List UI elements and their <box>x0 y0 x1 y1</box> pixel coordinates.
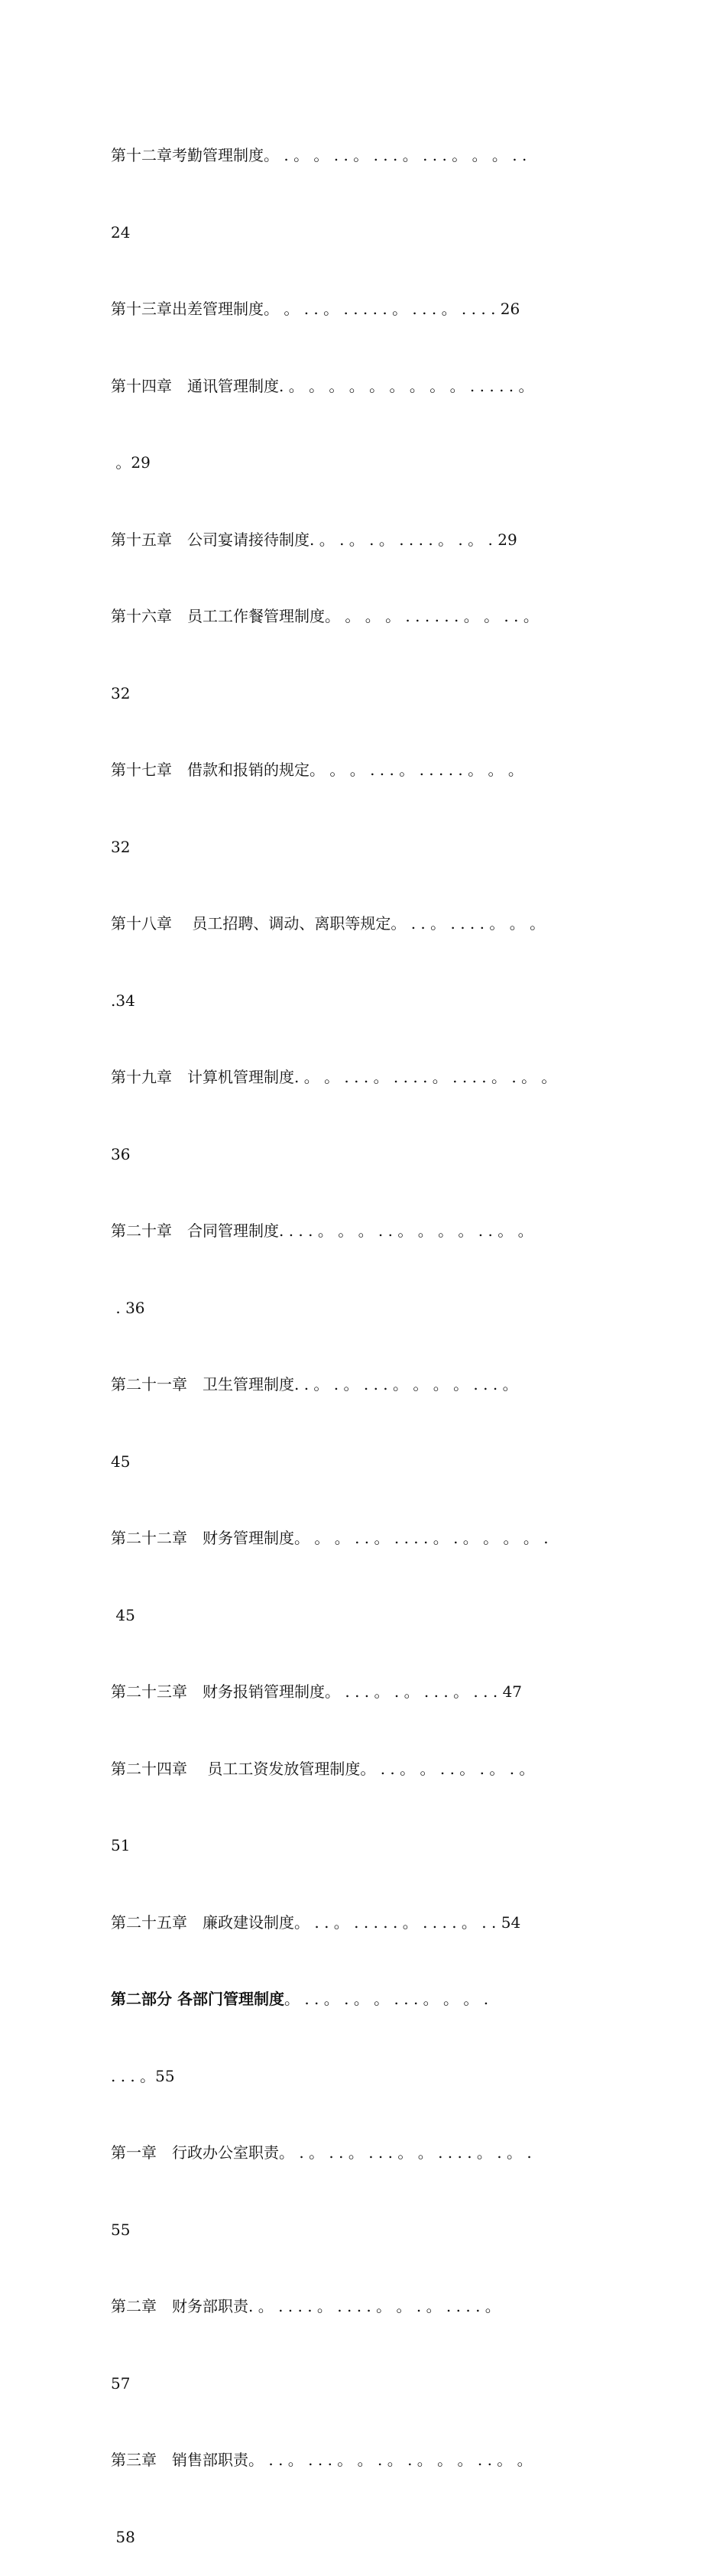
toc-line: 第二十四章 员工工资发放管理制度。 . . 。 。 . . 。 . 。 . 。 <box>111 1759 535 1778</box>
toc-line: 第十六章 员工工作餐管理制度。 。 。 。 . . . . . . 。 。 . . 。 <box>111 607 539 625</box>
toc-line: 第二十一章 卫生管理制度. . 。 . 。 . . . 。 。 。 。 . . . 。 <box>111 1375 518 1393</box>
toc-page-number: 24 <box>111 222 131 242</box>
toc-section-heading <box>111 1987 630 2013</box>
toc-line: 第一章 行政办公室职责。 . 。 . . 。 . . . 。 。 . . . . 。 . 。 . <box>111 2143 532 2162</box>
toc-page <box>111 92 630 2576</box>
section-leader: 。 . . 。 . 。 。 . . . 。 。 。 . <box>284 1990 489 2008</box>
toc-page-number: 45 <box>111 1452 131 1471</box>
toc-line: 第二十章 合同管理制度. . . . 。 。 。 . . 。 。 。 。 . . 。 。 <box>111 1221 533 1240</box>
toc-page-number: . 36 <box>111 1298 145 1317</box>
toc-line: 第三章 销售部职责。 . . 。 . . . 。 。 . 。 . 。 。 。 . . 。 。 <box>111 2451 533 2469</box>
toc-line: 第十三章出差管理制度。 。 . . 。 . . . . . 。 . . . 。 . . . . 26 <box>111 300 520 318</box>
toc-line: 第二章 财务部职责. 。 . . . . 。 . . . . 。 。 . 。 . . . . 。 <box>111 2297 501 2315</box>
toc-page-number: .34 <box>111 991 135 1010</box>
toc-page-number: 32 <box>111 837 131 856</box>
toc-page-number: 55 <box>111 2220 131 2239</box>
toc-page-number: . . . 。55 <box>111 2066 175 2085</box>
section-title: 第二部分 各部门管理制度 <box>111 1990 284 2008</box>
toc-page-number: 36 <box>111 1144 131 1163</box>
toc-line: 第二十五章 廉政建设制度。 . . 。 . . . . . 。 . . . . 。 . . 54 <box>111 1913 521 1932</box>
toc-line: 第二十二章 财务管理制度。 。 。 . . 。 . . . . 。 . 。 。 。 。 . <box>111 1529 549 1547</box>
toc-page-number: 45 <box>111 1605 135 1624</box>
toc-page-number: 57 <box>111 2373 131 2393</box>
toc-page-number: 32 <box>111 683 131 702</box>
toc-page-number: 。29 <box>111 453 151 472</box>
toc-line: 第十四章 通讯管理制度. 。 。 。 。 。 。 。 。 。 . . . . . 。 <box>111 376 534 395</box>
toc-line: 第二十三章 财务报销管理制度。 . . . 。 . 。 . . . 。 . . . 47 <box>111 1682 523 1701</box>
toc-page-number: 51 <box>111 1836 131 1854</box>
toc-line: 第十七章 借款和报销的规定。 。 。 . . . 。 . . . . . 。 。 。 <box>111 761 523 779</box>
toc-page-number: 58 <box>111 2527 135 2546</box>
toc-line: 第十八章 员工招聘、调动、离职等规定。 . . 。 . . . . 。 。 。 <box>111 914 546 933</box>
toc-line: 第十九章 计算机管理制度. 。 。 . . . 。 . . . . 。 . . . . 。 . 。 。 <box>111 1068 557 1086</box>
toc-line: 第十二章考勤管理制度。 . 。 。 . . 。 . . . 。 . . . 。 。 。 . . <box>111 146 527 164</box>
toc-line: 第十五章 公司宴请接待制度. 。 . 。 . 。 . . . . 。 . 。 . 29 <box>111 530 517 549</box>
